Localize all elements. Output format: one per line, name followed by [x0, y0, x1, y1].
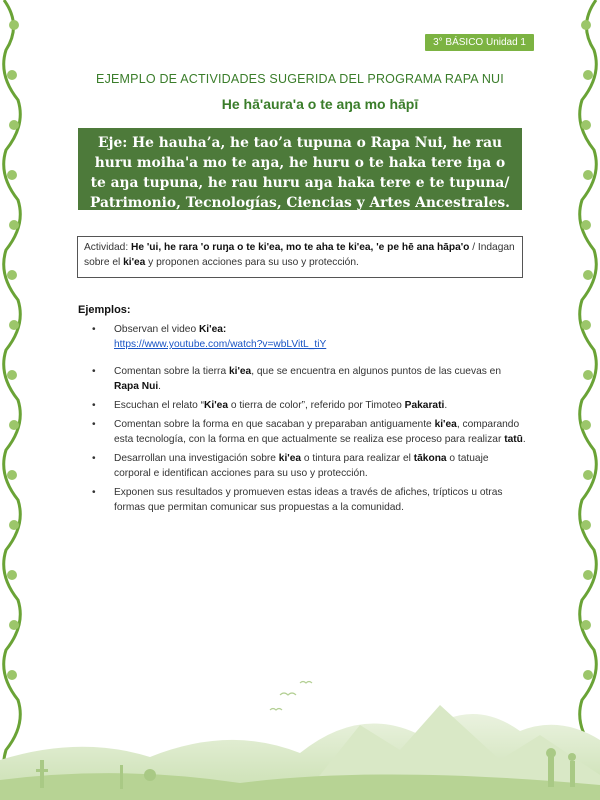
item-text: .	[522, 434, 526, 445]
item-text: Observan el video	[114, 324, 199, 335]
item-term: ki'ea	[434, 419, 457, 430]
list-item	[78, 451, 528, 481]
item-term: ki'ea	[278, 453, 302, 464]
item-term: ki'ea	[228, 366, 252, 377]
video-link[interactable]: https://www.youtube.com/watch?v=wbLVitL_tiY	[114, 339, 327, 350]
activity-rapanui: He 'ui, he rara 'o ruŋa o te ki'ea, mo te aha te ki'ea, 'e pe hē ana hāpa'o	[131, 242, 470, 253]
item-term: Rapa Nui	[114, 381, 159, 392]
item-text: , que se encuentra en algunos puntos de las cuevas en	[251, 366, 501, 377]
item-term: Ki'ea	[204, 400, 228, 411]
list-item	[78, 485, 528, 515]
item-text: Exponen sus resultados y promueven estas ideas a través de afiches, trípticos u otras formas que permitan comunicar sus propuestas a la comunidad.	[114, 487, 503, 513]
activity-rest: y proponen acciones para su uso y protección.	[145, 257, 359, 268]
item-text: Desarrollan una investigación sobre	[114, 453, 279, 464]
item-term: Pakarati	[404, 400, 445, 411]
list-item	[78, 322, 528, 352]
list-item	[78, 417, 528, 447]
item-term: tatū	[504, 434, 523, 445]
item-text: o tintura para realizar el	[301, 453, 414, 464]
item-text: .	[158, 381, 161, 392]
activity-sep: / Indagan sobre el	[84, 242, 515, 268]
examples-heading: Ejemplos:	[78, 304, 131, 316]
item-text: Comentan sobre la tierra	[114, 366, 229, 377]
item-text: , comparando esta tecnología, con la forma en que actualmente se realiza ese proceso para realizar	[114, 419, 520, 445]
page-subtitle: He hā'aura'a o te aŋa mo hāpī	[221, 96, 419, 112]
item-text: o tierra de color”, referido por Timoteo	[228, 400, 405, 411]
item-term: Ki'ea:	[198, 324, 227, 335]
landscape-illustration	[0, 665, 600, 800]
list-item	[78, 398, 528, 413]
item-text: .	[444, 400, 448, 411]
eje-text: Eje: He hauha’a, he tao’a tupuna o Rapa Nui, he rau huru moiha'a mo te aŋa, he huru o te haka tere iŋa o te aŋa tupuna, he rau huru aŋa haka tere e te tupuna/ Patrimonio, Tecnologías, Ciencias y Artes Ancestrales.	[89, 135, 510, 211]
examples-list	[78, 318, 528, 515]
list-item	[78, 364, 528, 394]
program-title: EJEMPLO DE ACTIVIDADES SUGERIDA DEL PROGRAMA RAPA NUI	[96, 72, 504, 86]
item-text: Escuchan el relato “	[114, 400, 205, 411]
item-term: tākona	[413, 453, 447, 464]
eje-banner	[78, 128, 522, 210]
item-text: Comentan sobre la forma en que sacaban y preparaban antiguamente	[114, 419, 435, 430]
activity-term: ki'ea	[123, 257, 146, 268]
grade-unit-badge: 3° BÁSICO Unidad 1	[425, 34, 534, 51]
activity-label: Actividad:	[84, 242, 131, 253]
activity-box	[77, 236, 523, 278]
item-text: o tatuaje corporal e identifican acciones para su uso y protección.	[114, 453, 489, 479]
